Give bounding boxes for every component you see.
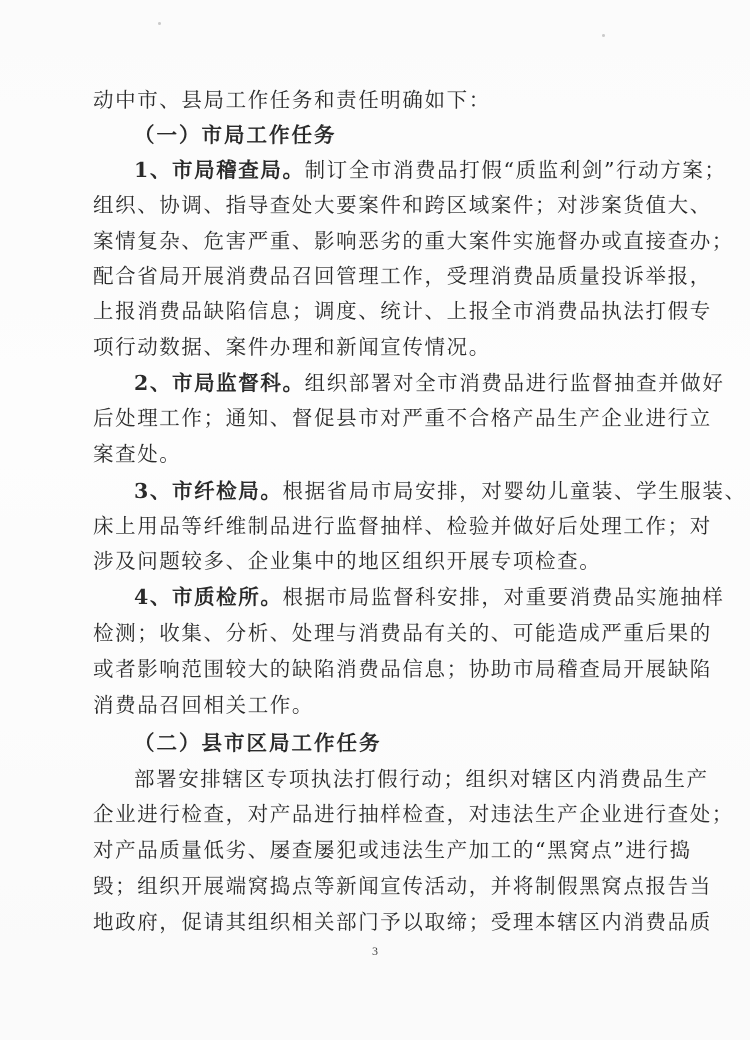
item-heading: 3、市纤检局。 bbox=[134, 479, 283, 503]
page-number: 3 bbox=[372, 944, 378, 958]
body-text-line: 案情复杂、危害严重、影响恶劣的重大案件实施督办或直接查办； bbox=[93, 229, 734, 253]
body-text-line: 案查处。 bbox=[93, 442, 182, 466]
body-text-line: 对产品质量低劣、屡查屡犯或违法生产加工的“黑窝点”进行捣 bbox=[93, 838, 692, 862]
body-text-line: 上报消费品缺陷信息；调度、统计、上报全市消费品执法打假专 bbox=[93, 299, 712, 323]
body-text-line: 地政府，促请其组织相关部门予以取缔；受理本辖区内消费品质 bbox=[93, 910, 712, 934]
paragraph-heading-line: 1、市局稽查局。制订全市消费品打假“质监利剑”行动方案； bbox=[134, 158, 727, 182]
body-text-line: 涉及问题较多、企业集中的地区组织开展专项检查。 bbox=[93, 549, 602, 573]
scan-speck bbox=[158, 22, 161, 25]
paragraph-heading-line: 4、市质检所。根据市局监督科安排，对重要消费品实施抽样 bbox=[134, 585, 725, 609]
body-text-line: 检测；收集、分析、处理与消费品有关的、可能造成严重后果的 bbox=[93, 621, 712, 645]
body-text-line: 或者影响范围较大的缺陷消费品信息；协助市局稽查局开展缺陷 bbox=[93, 657, 712, 681]
scan-speck bbox=[602, 34, 605, 37]
body-text-line: 配合省局开展消费品召回管理工作，受理消费品质量投诉举报， bbox=[93, 264, 712, 288]
body-text-line: 组织、协调、指导查处大要案件和跨区域案件；对涉案货值大、 bbox=[93, 193, 712, 217]
body-text-line: 部署安排辖区专项执法打假行动；组织对辖区内消费品生产 bbox=[134, 767, 709, 791]
item-heading: 1、市局稽查局。 bbox=[134, 158, 305, 182]
body-text-line: 项行动数据、案件办理和新闻宣传情况。 bbox=[93, 335, 491, 359]
section-heading-county: （二）县市区局工作任务 bbox=[134, 731, 382, 755]
body-text-line: 后处理工作；通知、督促县市对严重不合格产品生产企业进行立 bbox=[93, 406, 712, 430]
section-heading-city: （一）市局工作任务 bbox=[134, 123, 337, 147]
paragraph-heading-line: 3、市纤检局。根据省局市局安排，对婴幼儿童装、学生服装、 bbox=[134, 479, 747, 503]
paragraph-heading-line: 2、市局监督科。组织部署对全市消费品进行监督抽查并做好 bbox=[134, 371, 725, 395]
body-text-line: 动中市、县局工作任务和责任明确如下： bbox=[93, 88, 491, 112]
body-text-line: 企业进行检查，对产品进行抽样检查，对违法生产企业进行查处； bbox=[93, 802, 734, 826]
item-heading: 4、市质检所。 bbox=[134, 585, 283, 609]
body-text-line: 消费品召回相关工作。 bbox=[93, 693, 314, 717]
item-heading: 2、市局监督科。 bbox=[134, 371, 305, 395]
body-text-line: 床上用品等纤维制品进行监督抽样、检验并做好后处理工作；对 bbox=[93, 514, 712, 538]
body-text-line: 毁；组织开展端窝捣点等新闻宣传活动，并将制假黑窝点报告当 bbox=[93, 874, 712, 898]
